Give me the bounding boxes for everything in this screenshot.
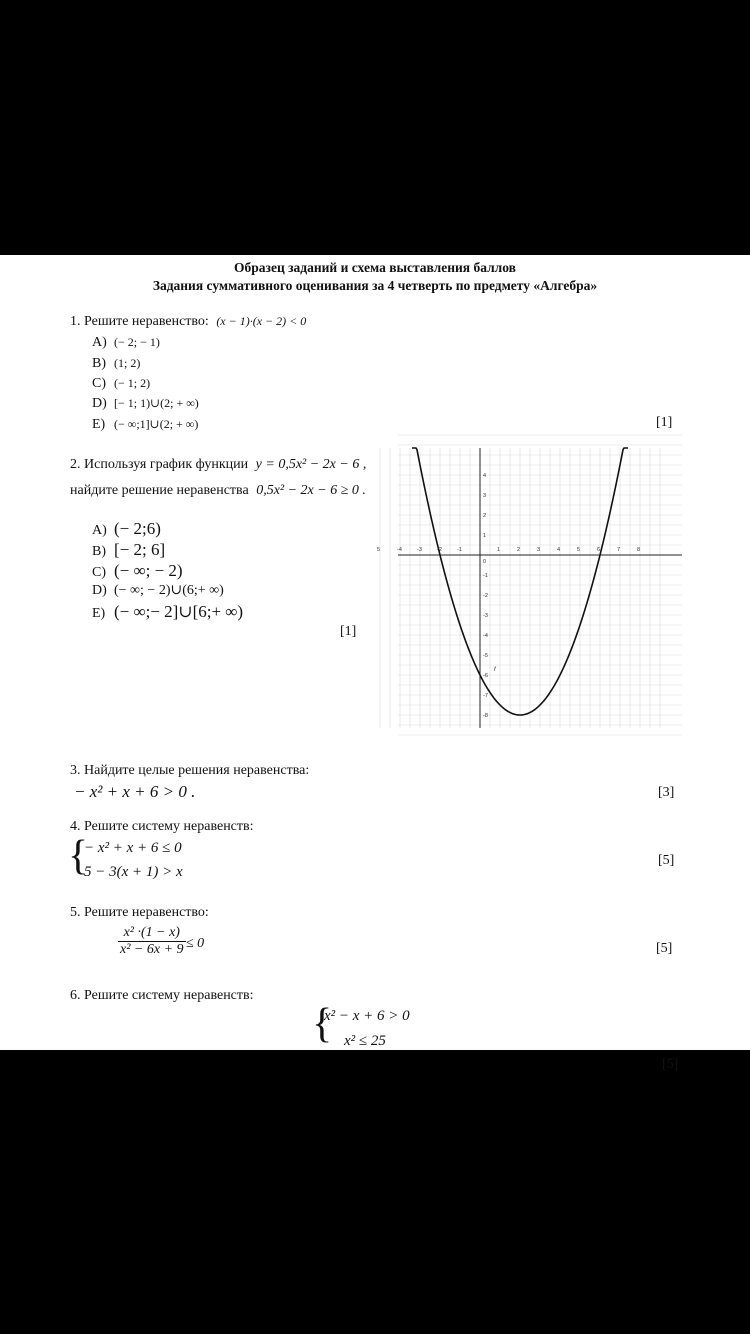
- y-tick-label: -7: [483, 693, 488, 699]
- q4-score: [5]: [658, 853, 675, 868]
- q1-prompt: 1. Решите неравенство: (x − 1)·(x − 2) < 0: [70, 314, 307, 329]
- x-tick-label: -2: [437, 547, 442, 553]
- q5-prompt: 5. Решите неравенство:: [70, 905, 209, 920]
- q5-score: [5]: [656, 941, 673, 956]
- x-tick-label: 3: [537, 547, 541, 553]
- curve-label: f: [494, 667, 496, 673]
- worksheet-page: [0, 255, 750, 1072]
- y-tick-label: 2: [483, 513, 487, 519]
- x-tick-label: 8: [637, 547, 641, 553]
- q5-fraction: [118, 925, 186, 958]
- x-tick-label: 1: [497, 547, 501, 553]
- q3-prompt: 3. Найдите целые решения неравенства:: [70, 763, 310, 778]
- y-tick-label: -5: [483, 653, 488, 659]
- y-tick-label: -6: [483, 673, 488, 679]
- q5-numerator: x² ·(1 − x): [118, 925, 186, 942]
- x-tick-label: 4: [557, 547, 561, 553]
- q4-prompt: 4. Решите систему неравенств:: [70, 819, 254, 834]
- y-tick-label: 3: [483, 493, 487, 499]
- q1-option-a[interactable]: A) (− 2; − 1): [92, 335, 160, 350]
- function-graph: [377, 448, 682, 728]
- q2-option-e[interactable]: E) (− ∞;− 2]∪[6;+ ∞): [92, 602, 244, 621]
- q2-prompt-line-1: 2. Используя график функции y = 0,5x² − 2x − 6 ,: [70, 457, 367, 472]
- q2-function: y = 0,5x² − 2x − 6 ,: [255, 457, 367, 472]
- q2-inequality: 0,5x² − 2x − 6 ≥ 0 .: [256, 483, 366, 498]
- x-tick-label: 7: [617, 547, 621, 553]
- y-tick-label: -1: [483, 573, 488, 579]
- x-tick-label: 6: [597, 547, 601, 553]
- y-tick-label: -8: [483, 713, 488, 719]
- q3-expression: − x² + x + 6 > 0 .: [74, 782, 196, 801]
- y-tick-label: 4: [483, 473, 487, 479]
- q6-prompt: 6. Решите систему неравенств:: [70, 988, 254, 1003]
- origin-label: 0: [483, 559, 487, 565]
- x-tick-label: 2: [517, 547, 521, 553]
- q1-option-e[interactable]: E) (− ∞;1]∪(2; + ∞): [92, 417, 199, 432]
- q2-option-c[interactable]: C) (− ∞; − 2): [92, 561, 183, 580]
- y-tick-label: -3: [483, 613, 488, 619]
- title-line-2: Задания суммативного оценивания за 4 четверть по предмету «Алгебра»: [152, 278, 598, 293]
- q5-denominator: x² − 6x + 9: [120, 942, 184, 957]
- q1-score: [1]: [656, 415, 673, 430]
- q6-system-brace: {: [312, 1001, 333, 1047]
- q6-inequality-2: x² ≤ 25: [344, 1033, 386, 1049]
- q6-inequality-1: x² − x + 6 > 0: [324, 1008, 410, 1024]
- q1-option-b[interactable]: B) (1; 2): [92, 356, 141, 371]
- q3-score: [3]: [658, 785, 675, 800]
- q2-score: [1]: [340, 624, 357, 639]
- y-tick-label: -2: [483, 593, 488, 599]
- x-tick-label: -3: [417, 547, 422, 553]
- q2-option-a[interactable]: A) (− 2;6): [92, 519, 161, 538]
- y-tick-label: 1: [483, 533, 487, 539]
- x-tick-label: 5: [377, 547, 381, 553]
- q4-inequality-2: 5 − 3(x + 1) > x: [84, 864, 183, 880]
- x-tick-label: -1: [457, 547, 462, 553]
- y-tick-label: -4: [483, 633, 488, 639]
- graph-grid: [380, 435, 682, 735]
- q1-expression: (x − 1)·(x − 2) < 0: [216, 314, 307, 328]
- q1-option-c[interactable]: C) (− 1; 2): [92, 376, 151, 391]
- q4-system-brace: {: [68, 833, 89, 879]
- q5-relation: ≤ 0: [186, 936, 205, 951]
- q6-score: [5]: [662, 1057, 679, 1072]
- q1-option-d[interactable]: D) [− 1; 1)∪(2; + ∞): [92, 396, 199, 411]
- q4-inequality-1: − x² + x + 6 ≤ 0: [84, 840, 182, 856]
- q2-prompt-line-2: найдите решение неравенства 0,5x² − 2x − 6 ≥ 0 .: [70, 483, 366, 498]
- x-tick-label: 5: [577, 547, 581, 553]
- q2-option-d[interactable]: D) (− ∞; − 2)∪(6;+ ∞): [92, 583, 224, 598]
- q2-option-b[interactable]: B) [− 2; 6]: [92, 540, 166, 559]
- x-tick-label: -4: [397, 547, 402, 553]
- title-line-1: Образец заданий и схема выставления баллов: [234, 260, 516, 275]
